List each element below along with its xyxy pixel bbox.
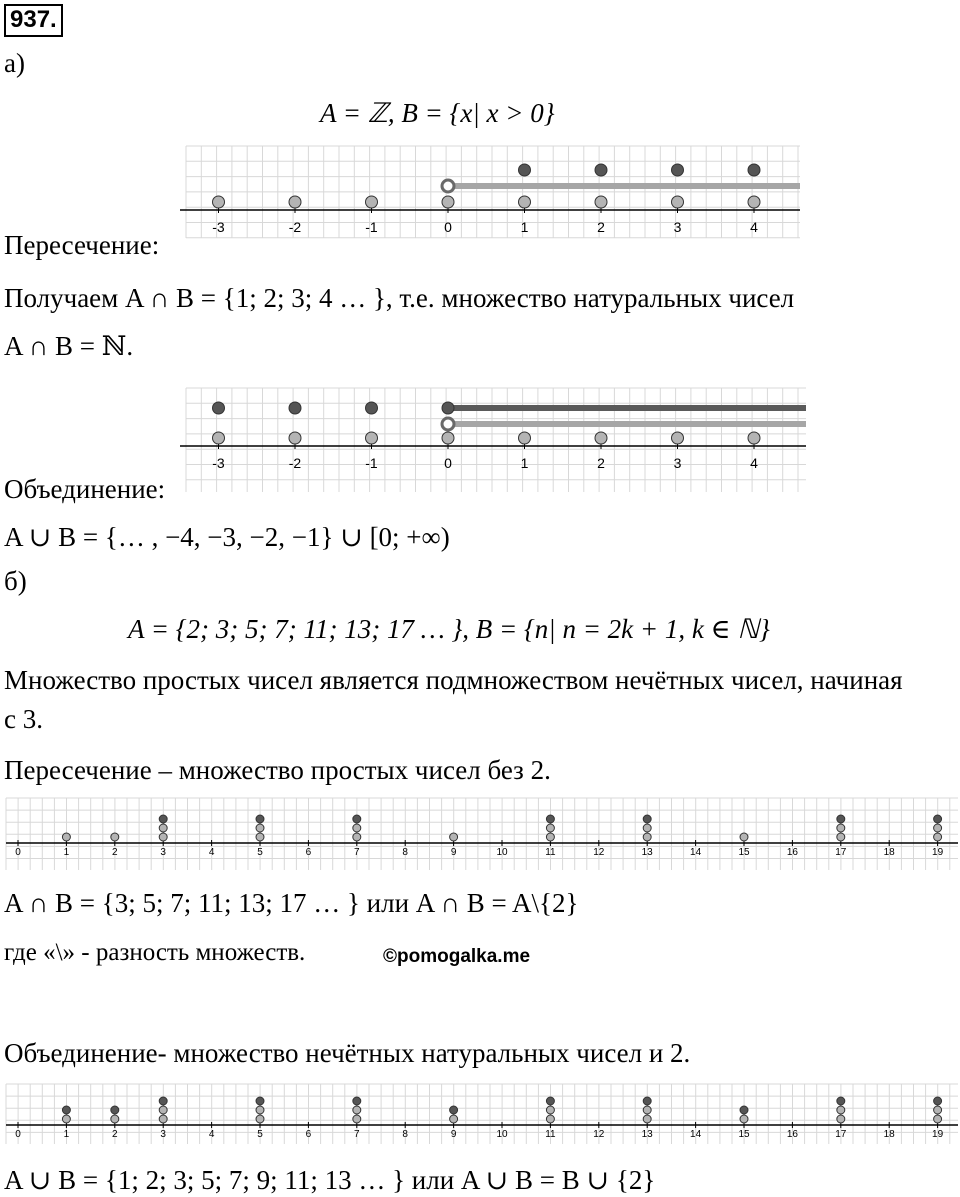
tick-label: 15 <box>738 1129 750 1140</box>
tick-label: 2 <box>112 1129 118 1140</box>
tick-label: 3 <box>160 847 166 858</box>
part-a-sets: A = ℤ, B = {x| x > 0} <box>320 98 555 128</box>
point-odd <box>934 824 942 832</box>
tick-label: 18 <box>883 1129 895 1140</box>
point-odd <box>740 1115 748 1123</box>
point-union <box>643 1097 651 1105</box>
tick-label: 0 <box>15 1129 21 1140</box>
tick-label: 16 <box>786 847 798 858</box>
tick-label: 13 <box>641 847 653 858</box>
tick-label: -2 <box>288 455 302 471</box>
intersection-text-a: Получаем A ∩ B = {1; 2; 3; 4 … }, т.е. множество натуральных чисел <box>4 283 795 313</box>
point-intersection <box>934 815 942 823</box>
point-odd <box>546 1106 554 1114</box>
intersection-result-b: A ∩ B = {3; 5; 7; 11; 13; 17 … } или A ∩ B = A\{2} <box>4 888 579 918</box>
tick-label: 4 <box>750 455 758 471</box>
difference-note: где «\» - разность множеств. <box>4 939 306 966</box>
tick-label: 2 <box>112 847 118 858</box>
point-prime <box>111 833 119 841</box>
point-union <box>62 1106 70 1114</box>
point-union <box>159 1097 167 1105</box>
tick-label: 6 <box>305 847 312 858</box>
point-odd <box>159 1106 167 1114</box>
point-union <box>256 1097 264 1105</box>
point-intersection <box>519 164 531 176</box>
point-odd <box>643 824 651 832</box>
number-line-b-union <box>0 1082 960 1146</box>
point-prime <box>256 1115 264 1123</box>
intersection-result-a: A ∩ B = ℕ. <box>4 331 134 361</box>
tick-label: 15 <box>738 847 750 858</box>
point-union <box>450 1106 458 1114</box>
watermark: ©pomogalka.me <box>383 946 531 967</box>
point-set-a <box>672 432 684 444</box>
point-union <box>934 1097 942 1105</box>
tick-label: -3 <box>212 455 225 471</box>
point-prime <box>353 1115 361 1123</box>
point-set-a <box>289 432 301 444</box>
point-intersection <box>595 164 607 176</box>
tick-label: 0 <box>444 455 452 471</box>
tick-label: 10 <box>496 847 508 858</box>
point-odd <box>450 833 458 841</box>
tick-label: 2 <box>597 455 605 471</box>
point-set-a <box>213 196 225 208</box>
point-set-a <box>672 196 684 208</box>
point-union <box>289 402 301 414</box>
tick-label: 4 <box>750 219 758 235</box>
tick-label: 3 <box>160 1129 166 1140</box>
tick-label: 3 <box>673 455 682 471</box>
tick-label: 5 <box>257 847 263 858</box>
tick-label: 0 <box>444 219 452 235</box>
point-odd <box>934 1106 942 1114</box>
union-text-b: Объединение- множество нечётных натуральных чисел и 2. <box>4 1038 691 1068</box>
point-set-a <box>289 196 301 208</box>
open-point-zero <box>442 180 454 192</box>
point-set-a <box>748 432 760 444</box>
point-odd <box>643 1106 651 1114</box>
point-set-a <box>519 432 531 444</box>
tick-label: 19 <box>932 1129 944 1140</box>
point-union <box>213 402 225 414</box>
open-point-zero <box>442 418 454 430</box>
point-intersection <box>353 815 361 823</box>
tick-label: 11 <box>545 847 556 858</box>
point-intersection <box>256 815 264 823</box>
point-set-a <box>595 196 607 208</box>
point-set-a <box>748 196 760 208</box>
point-prime <box>353 833 361 841</box>
tick-label: 4 <box>208 1129 215 1140</box>
point-odd <box>353 1106 361 1114</box>
union-result-b: A ∪ B = {1; 2; 3; 5; 7; 9; 11; 13 … } или A ∪ B = B ∪ {2} <box>4 1165 656 1195</box>
tick-label: 12 <box>593 1129 605 1140</box>
point-odd <box>546 824 554 832</box>
point-intersection <box>159 815 167 823</box>
point-prime <box>837 1115 845 1123</box>
point-odd <box>837 1106 845 1114</box>
point-odd <box>740 833 748 841</box>
point-set-a <box>442 196 454 208</box>
intersection-label-a: Пересечение: <box>4 230 160 260</box>
point-union <box>366 402 378 414</box>
part-b-statement-2: с 3. <box>4 704 43 734</box>
number-line-a-intersection <box>180 142 810 242</box>
tick-label: 12 <box>593 847 605 858</box>
point-prime <box>643 833 651 841</box>
point-intersection <box>837 815 845 823</box>
point-intersection <box>672 164 684 176</box>
tick-label: 1 <box>520 455 529 471</box>
point-prime <box>111 1115 119 1123</box>
point-prime <box>934 1115 942 1123</box>
tick-label: 7 <box>354 847 360 858</box>
tick-label: 14 <box>690 847 702 858</box>
part-b-sets: A = {2; 3; 5; 7; 11; 13; 17 … }, B = {n| n = 2k + 1, k ∈ ℕ} <box>128 614 770 644</box>
tick-label: 3 <box>673 219 682 235</box>
intersection-text-b: Пересечение – множество простых чисел без 2. <box>4 755 551 785</box>
point-intersection <box>643 815 651 823</box>
point-odd <box>256 1106 264 1114</box>
point-set-a <box>519 196 531 208</box>
point-set-a <box>366 196 378 208</box>
part-b-label: б) <box>4 566 27 596</box>
tick-label: 1 <box>63 1129 70 1140</box>
point-union <box>740 1106 748 1114</box>
point-union-zero <box>442 402 454 414</box>
tick-label: 6 <box>305 1129 312 1140</box>
point-prime <box>546 1115 554 1123</box>
tick-label: 7 <box>354 1129 360 1140</box>
point-odd <box>62 1115 70 1123</box>
tick-label: 11 <box>545 1129 556 1140</box>
tick-label: 18 <box>883 847 895 858</box>
tick-label: 5 <box>257 1129 263 1140</box>
tick-label: 13 <box>641 1129 653 1140</box>
union-result-a: A ∪ B = {… , −4, −3, −2, −1} ∪ [0; +∞) <box>4 522 450 552</box>
tick-label: 14 <box>690 1129 702 1140</box>
point-set-a <box>366 432 378 444</box>
tick-label: 17 <box>835 1129 847 1140</box>
point-prime <box>546 833 554 841</box>
point-set-a <box>213 432 225 444</box>
tick-label: 4 <box>208 847 215 858</box>
point-union <box>546 1097 554 1105</box>
point-prime <box>643 1115 651 1123</box>
point-prime <box>159 833 167 841</box>
tick-label: 2 <box>597 219 605 235</box>
number-line-b-intersection <box>0 796 960 872</box>
tick-label: 16 <box>786 1129 798 1140</box>
tick-label: -1 <box>365 219 378 235</box>
point-odd <box>450 1115 458 1123</box>
point-union <box>837 1097 845 1105</box>
point-odd <box>837 824 845 832</box>
point-prime <box>256 833 264 841</box>
tick-label: 8 <box>402 847 408 858</box>
tick-label: 0 <box>15 847 21 858</box>
point-odd <box>62 833 70 841</box>
tick-label: 19 <box>932 847 944 858</box>
part-a-label: а) <box>4 48 25 78</box>
number-line-a-union <box>180 384 810 494</box>
point-prime <box>934 833 942 841</box>
point-odd <box>353 824 361 832</box>
tick-label: 1 <box>63 847 70 858</box>
point-intersection <box>546 815 554 823</box>
point-union <box>111 1106 119 1114</box>
point-prime <box>837 833 845 841</box>
point-odd <box>159 824 167 832</box>
tick-label: 9 <box>450 847 457 858</box>
tick-label: 9 <box>450 1129 457 1140</box>
point-set-a <box>442 432 454 444</box>
tick-label: -1 <box>365 455 378 471</box>
point-set-a <box>595 432 607 444</box>
part-b-statement-1: Множество простых чисел является подмножеством нечётных чисел, начиная <box>4 665 903 695</box>
point-prime <box>159 1115 167 1123</box>
point-intersection <box>748 164 760 176</box>
tick-label: 8 <box>402 1129 408 1140</box>
tick-label: -3 <box>212 219 225 235</box>
tick-label: 17 <box>835 847 847 858</box>
tick-label: 10 <box>496 1129 508 1140</box>
point-odd <box>256 824 264 832</box>
tick-label: -2 <box>288 219 302 235</box>
problem-number: 937. <box>4 4 63 37</box>
point-union <box>353 1097 361 1105</box>
tick-label: 1 <box>520 219 529 235</box>
union-label-a: Объединение: <box>4 474 166 504</box>
